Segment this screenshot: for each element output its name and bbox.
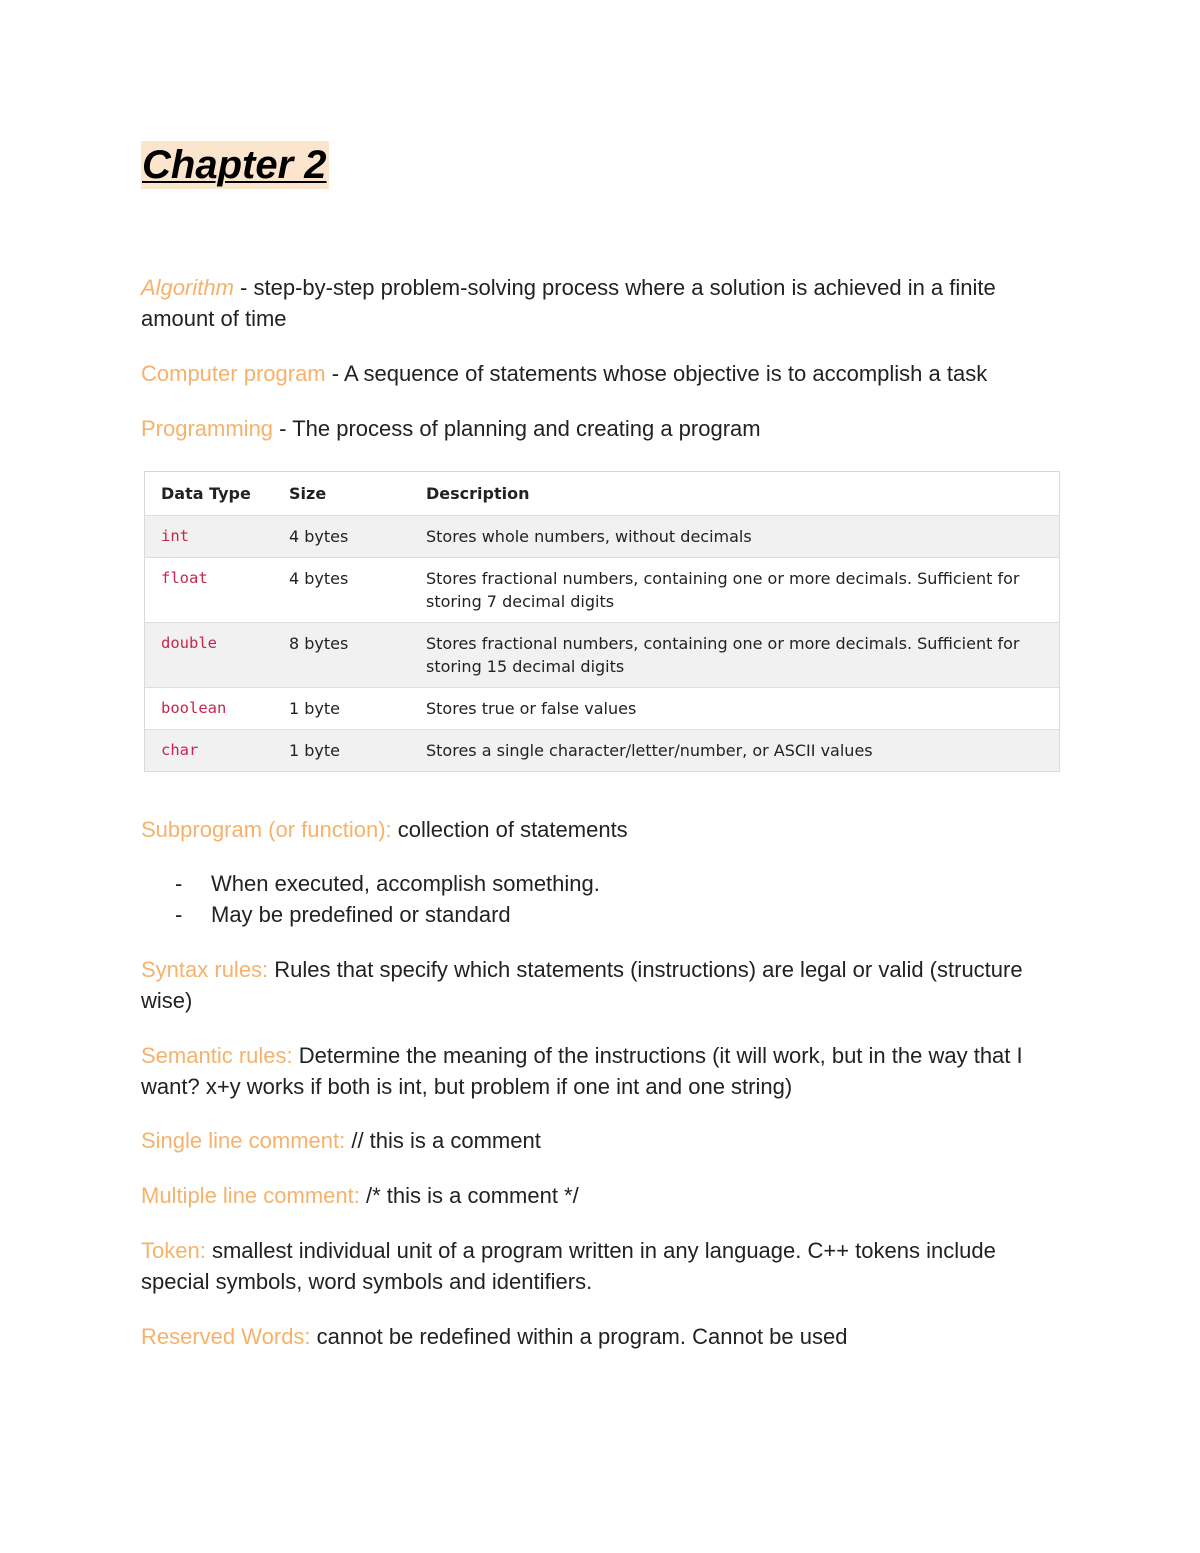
list-item-text: May be predefined or standard: [211, 902, 511, 927]
subprogram-bullets: [141, 868, 600, 930]
definition-text: // this is a comment: [345, 1128, 541, 1153]
cell-size: 4 bytes: [273, 516, 410, 558]
header-size: Size: [273, 472, 410, 516]
separator: -: [233, 275, 254, 300]
definition-single-line-comment: [141, 1125, 1061, 1156]
term-syntax-rules: Syntax rules:: [141, 957, 269, 982]
definition-computer-program: [141, 358, 1061, 389]
definition-reserved-words: [141, 1321, 1061, 1352]
cell-description: Stores true or false values: [410, 688, 1060, 730]
definition-semantic-rules: [141, 1040, 1061, 1102]
table-row: [145, 730, 1060, 772]
cell-size: 8 bytes: [273, 623, 410, 688]
definition-algorithm: [141, 272, 1061, 334]
table-row: [145, 516, 1060, 558]
term-multiple-line-comment: Multiple line comment:: [141, 1183, 360, 1208]
cell-type: float: [145, 558, 274, 623]
definition-text: Determine the meaning of the instructions (it will work, but in the way that I want? x+y works if both is int, but problem if one int and one string): [141, 1043, 1023, 1099]
dash-bullet-icon: -: [175, 871, 183, 896]
term-computer-program: Computer program: [141, 361, 326, 386]
definition-token: [141, 1235, 1061, 1297]
list-item: [141, 868, 600, 899]
header-data-type: Data Type: [145, 472, 274, 516]
term-single-line-comment: Single line comment:: [141, 1128, 346, 1153]
definition-text: A sequence of statements whose objective is to accomplish a task: [343, 361, 988, 386]
term-subprogram: Subprogram (or function):: [141, 817, 392, 842]
cell-type: char: [145, 730, 274, 772]
term-reserved-words: Reserved Words:: [141, 1324, 311, 1349]
separator: -: [273, 416, 293, 441]
definition-text: The process of planning and creating a program: [292, 416, 761, 441]
cell-description: Stores fractional numbers, containing one or more decimals. Sufficient for storing 7 decimal digits: [410, 558, 1060, 623]
header-description: Description: [410, 472, 1060, 516]
table-header-row: [145, 472, 1060, 516]
cell-type: boolean: [145, 688, 274, 730]
table-row: [145, 623, 1060, 688]
cell-description: Stores whole numbers, without decimals: [410, 516, 1060, 558]
definition-text: step-by-step problem-solving process where a solution is achieved in a finite amount of time: [141, 275, 996, 331]
separator: -: [325, 361, 344, 386]
cell-size: 1 byte: [273, 688, 410, 730]
term-token: Token:: [141, 1238, 206, 1263]
table-row: [145, 688, 1060, 730]
page-title: Chapter 2: [142, 143, 327, 187]
definition-text: smallest individual unit of a program written in any language. C++ tokens include special symbols, word symbols and identifiers.: [141, 1238, 996, 1294]
cell-size: 1 byte: [273, 730, 410, 772]
definition-syntax-rules: [141, 954, 1061, 1016]
cell-description: Stores a single character/letter/number, or ASCII values: [410, 730, 1060, 772]
cell-description: Stores fractional numbers, containing one or more decimals. Sufficient for storing 15 decimal digits: [410, 623, 1060, 688]
definition-subprogram: [141, 814, 1061, 845]
definition-multiple-line-comment: [141, 1180, 1061, 1211]
dash-bullet-icon: -: [175, 902, 183, 927]
cell-type: double: [145, 623, 274, 688]
definition-text: /* this is a comment */: [359, 1183, 579, 1208]
data-types-table: [144, 471, 1060, 772]
term-semantic-rules: Semantic rules:: [141, 1043, 293, 1068]
table-row: [145, 558, 1060, 623]
list-item: [141, 899, 600, 930]
term-programming: Programming: [141, 416, 274, 441]
cell-size: 4 bytes: [273, 558, 410, 623]
definition-text: collection of statements: [391, 817, 628, 842]
definition-text: cannot be redefined within a program. Cannot be used: [310, 1324, 848, 1349]
definition-text: Rules that specify which statements (instructions) are legal or valid (structure wise): [141, 957, 1023, 1013]
list-item-text: When executed, accomplish something.: [211, 871, 600, 896]
term-algorithm: Algorithm: [141, 275, 234, 300]
cell-type: int: [145, 516, 274, 558]
definition-programming: [141, 413, 1061, 444]
